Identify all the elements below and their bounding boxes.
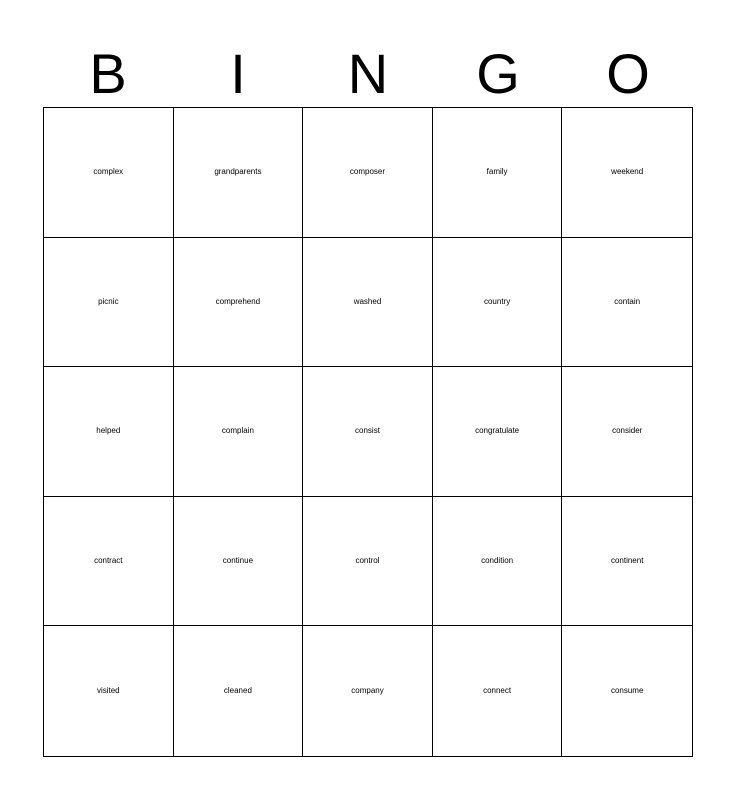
bingo-cell[interactable]: continent <box>562 497 692 627</box>
bingo-cell[interactable]: comprehend <box>174 238 304 368</box>
header-letter-o: O <box>606 42 650 105</box>
bingo-cell[interactable]: visited <box>44 626 174 756</box>
bingo-cell[interactable]: composer <box>303 108 433 238</box>
bingo-cell[interactable]: continue <box>174 497 304 627</box>
bingo-cell[interactable]: control <box>303 497 433 627</box>
header-letter-i: I <box>230 42 246 105</box>
bingo-cell[interactable]: consume <box>610 686 644 696</box>
header-letter-g: G <box>476 42 520 105</box>
bingo-cell[interactable]: grandparents <box>174 108 304 238</box>
bingo-cell[interactable]: country <box>433 238 563 368</box>
bingo-cell[interactable]: company <box>303 626 433 756</box>
bingo-cell[interactable]: family <box>433 108 563 238</box>
bingo-cell[interactable]: cleaned <box>174 626 304 756</box>
bingo-cell[interactable]: consider <box>562 367 692 497</box>
bingo-board <box>43 107 693 757</box>
bingo-cell[interactable]: helped <box>44 367 174 497</box>
bingo-cell[interactable]: washed <box>303 238 433 368</box>
bingo-cell[interactable]: condition <box>433 497 563 627</box>
bingo-cell[interactable]: contain <box>562 238 692 368</box>
bingo-cell[interactable]: contract <box>44 497 174 627</box>
bingo-cell[interactable]: complex <box>44 108 174 238</box>
bingo-header <box>43 40 693 108</box>
bingo-cell[interactable]: weekend <box>562 108 692 238</box>
header-letter-b: B <box>89 42 127 105</box>
header-letter-n: N <box>347 42 389 105</box>
bingo-cell[interactable]: connect <box>433 626 563 756</box>
bingo-cell[interactable]: congratulate <box>433 367 563 497</box>
bingo-cell[interactable]: picnic <box>44 238 174 368</box>
bingo-cell[interactable]: consist <box>303 367 433 497</box>
bingo-cell[interactable]: complain <box>174 367 304 497</box>
